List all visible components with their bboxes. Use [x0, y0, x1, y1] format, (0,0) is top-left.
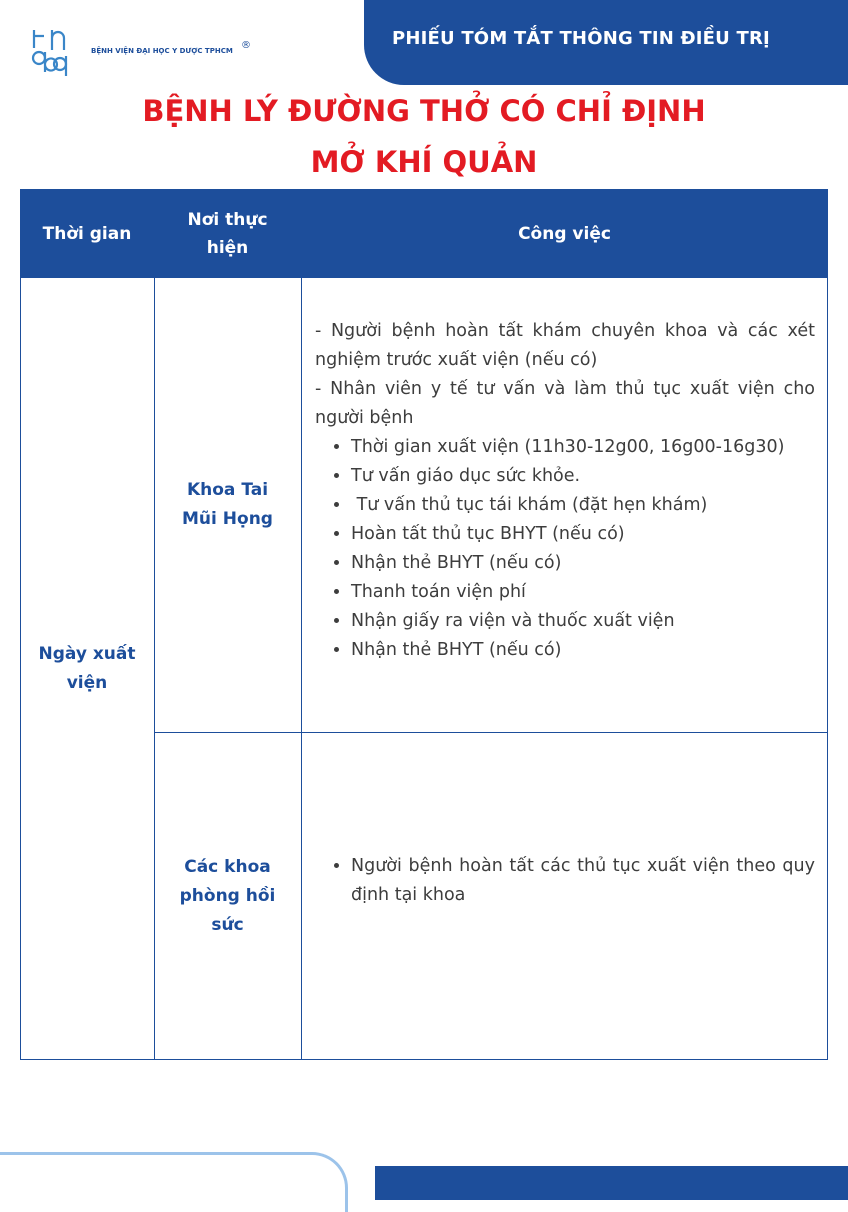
footer-bar: [375, 1166, 848, 1200]
list-item: • Hoàn tất thủ tục BHYT (nếu có): [351, 520, 815, 549]
treatment-table: [20, 189, 828, 1060]
work-cell-ent: [315, 317, 815, 665]
registered-mark: ®: [241, 40, 251, 51]
list-item: • Tư vấn thủ tục tái khám (đặt hẹn khám): [351, 491, 815, 520]
work-cell-icu: [315, 852, 815, 910]
list-item: • Tư vấn giáo dục sức khỏe.: [351, 462, 815, 491]
table-border: [827, 278, 828, 1060]
time-cell: Ngày xuất viện: [38, 644, 136, 693]
list-item: • Nhận giấy ra viện và thuốc xuất viện: [351, 607, 815, 636]
list-item: • Thanh toán viện phí: [351, 578, 815, 607]
list-item: • Nhận thẻ BHYT (nếu có): [351, 636, 815, 665]
header-time: Thời gian: [20, 189, 154, 278]
document-type-title: PHIẾU TÓM TẮT THÔNG TIN ĐIỀU TRỊ: [392, 28, 770, 49]
table-border: [301, 278, 302, 1060]
main-title-line-1: BỆNH LÝ ĐƯỜNG THỞ CÓ CHỈ ĐỊNH: [142, 94, 706, 128]
work-bullet-list: [315, 433, 815, 665]
header-work: Công việc: [301, 189, 828, 278]
place-cell-ent: Khoa Tai Mũi Họng: [182, 480, 273, 529]
place-cell-icu: Các khoa phòng hồi sức: [179, 856, 276, 935]
footer-decoration: [0, 1152, 348, 1212]
work-paragraph: - Nhân viên y tế tư vấn và làm thủ tục xuất viện cho người bệnh: [315, 379, 815, 428]
work-bullet-list: [315, 852, 815, 910]
main-title-line-2: MỞ KHÍ QUẢN: [310, 145, 538, 179]
work-paragraph: - Người bệnh hoàn tất khám chuyên khoa và các xét nghiệm trước xuất viện (nếu có): [315, 321, 815, 370]
header-place: Nơi thực hiện: [154, 189, 301, 278]
list-item: • Thời gian xuất viện (11h30-12g00, 16g00-16g30): [351, 433, 815, 462]
list-item: • Người bệnh hoàn tất các thủ tục xuất viện theo quy định tại khoa: [351, 852, 815, 910]
list-item: • Nhận thẻ BHYT (nếu có): [351, 549, 815, 578]
hospital-logo-icon: [30, 26, 88, 78]
hospital-name: BỆNH VIỆN ĐẠI HỌC Y DƯỢC TPHCM: [91, 47, 233, 55]
